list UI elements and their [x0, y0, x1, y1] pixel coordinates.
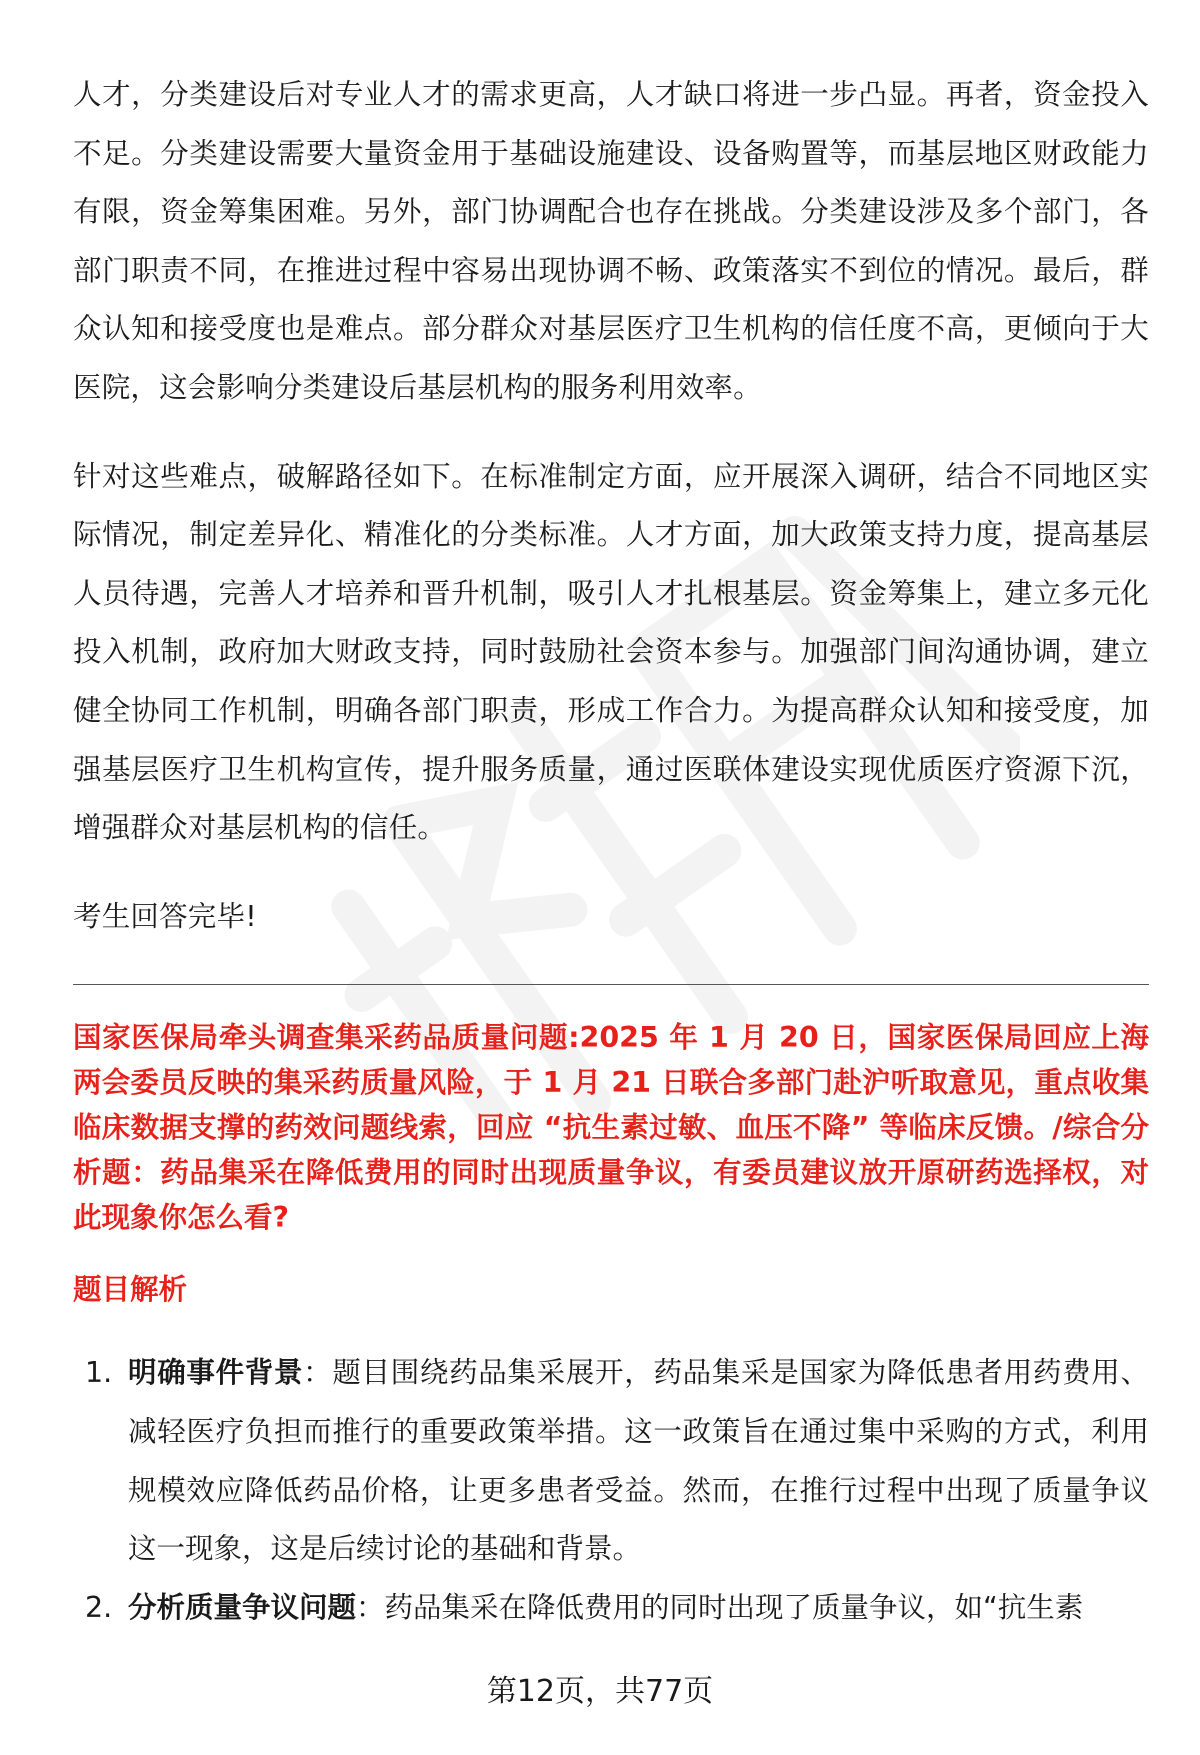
page-content	[73, 66, 1149, 1637]
section-divider	[73, 984, 1149, 985]
list-item-number: 1.	[85, 1356, 113, 1390]
list-item	[73, 1344, 1149, 1578]
list-item-text: ：药品集采在降低费用的同时出现了质量争议，如“抗生素	[356, 1590, 1084, 1624]
section-title: 题目解析	[73, 1273, 188, 1307]
body-paragraph-2: 针对这些难点，破解路径如下。在标准制定方面，应开展深入调研，结合不同地区实际情况，制定差异化、精准化的分类标准。人才方面，加大政策支持力度，提高基层人员待遇，完善人才培养和晋升机制，吸引人才扎根基层。资金筹集上，建立多元化投入机制，政府加大财政支持，同时鼓励社会资本参与。加强部门间沟通协调，建立健全协同工作机制，明确各部门职责，形成工作合力。为提高群众认知和接受度，加强基层医疗卫生机构宣传，提升服务质量，通过医联体建设实现优质医疗资源下沉，增强群众对基层机构的信任。	[73, 459, 1149, 845]
body-paragraph-1: 人才，分类建设后对专业人才的需求更高，人才缺口将进一步凸显。再者，资金投入不足。分类建设需要大量资金用于基础设施建设、设备购置等，而基层地区财政能力有限，资金筹集困难。另外，部门协调配合也存在挑战。分类建设涉及多个部门，各部门职责不同，在推进过程中容易出现协调不畅、政策落实不到位的情况。最后，群众认知和接受度也是难点。部分群众对基层医疗卫生机构的信任度不高，更倾向于大医院，这会影响分类建设后基层机构的服务利用效率。	[73, 78, 1149, 404]
list-item	[73, 1579, 1149, 1638]
question-heading: 国家医保局牵头调查集采药品质量问题:2025 年 1 月 20 日，国家医保局回应上海两会委员反映的集采药质量风险，于 1 月 21 日联合多部门赴沪听取意见，重点收集临床数据支撑的药效问题线索，回应 “抗生素过敏、血压不降” 等临床反馈。/综合分析题：药品集采在降低费用的同时出现质量争议，有委员建议放开原研药选择权，对此现象你怎么看?	[73, 1021, 1149, 1235]
analysis-list	[73, 1344, 1149, 1637]
list-item-term: 明确事件背景	[128, 1356, 304, 1390]
closing-text: 考生回答完毕!	[73, 899, 257, 933]
page-number-footer: 第12页，共77页	[486, 1674, 714, 1709]
list-item-term: 分析质量争议问题	[128, 1590, 357, 1624]
list-item-text: ：题目围绕药品集采展开，药品集采是国家为降低患者用药费用、减轻医疗负担而推行的重要政策举措。这一政策旨在通过集中采购的方式，利用规模效应降低药品价格，让更多患者受益。然而，在推行过程中出现了质量争议这一现象，这是后续讨论的基础和背景。	[128, 1356, 1149, 1566]
list-item-number: 2.	[85, 1590, 113, 1624]
